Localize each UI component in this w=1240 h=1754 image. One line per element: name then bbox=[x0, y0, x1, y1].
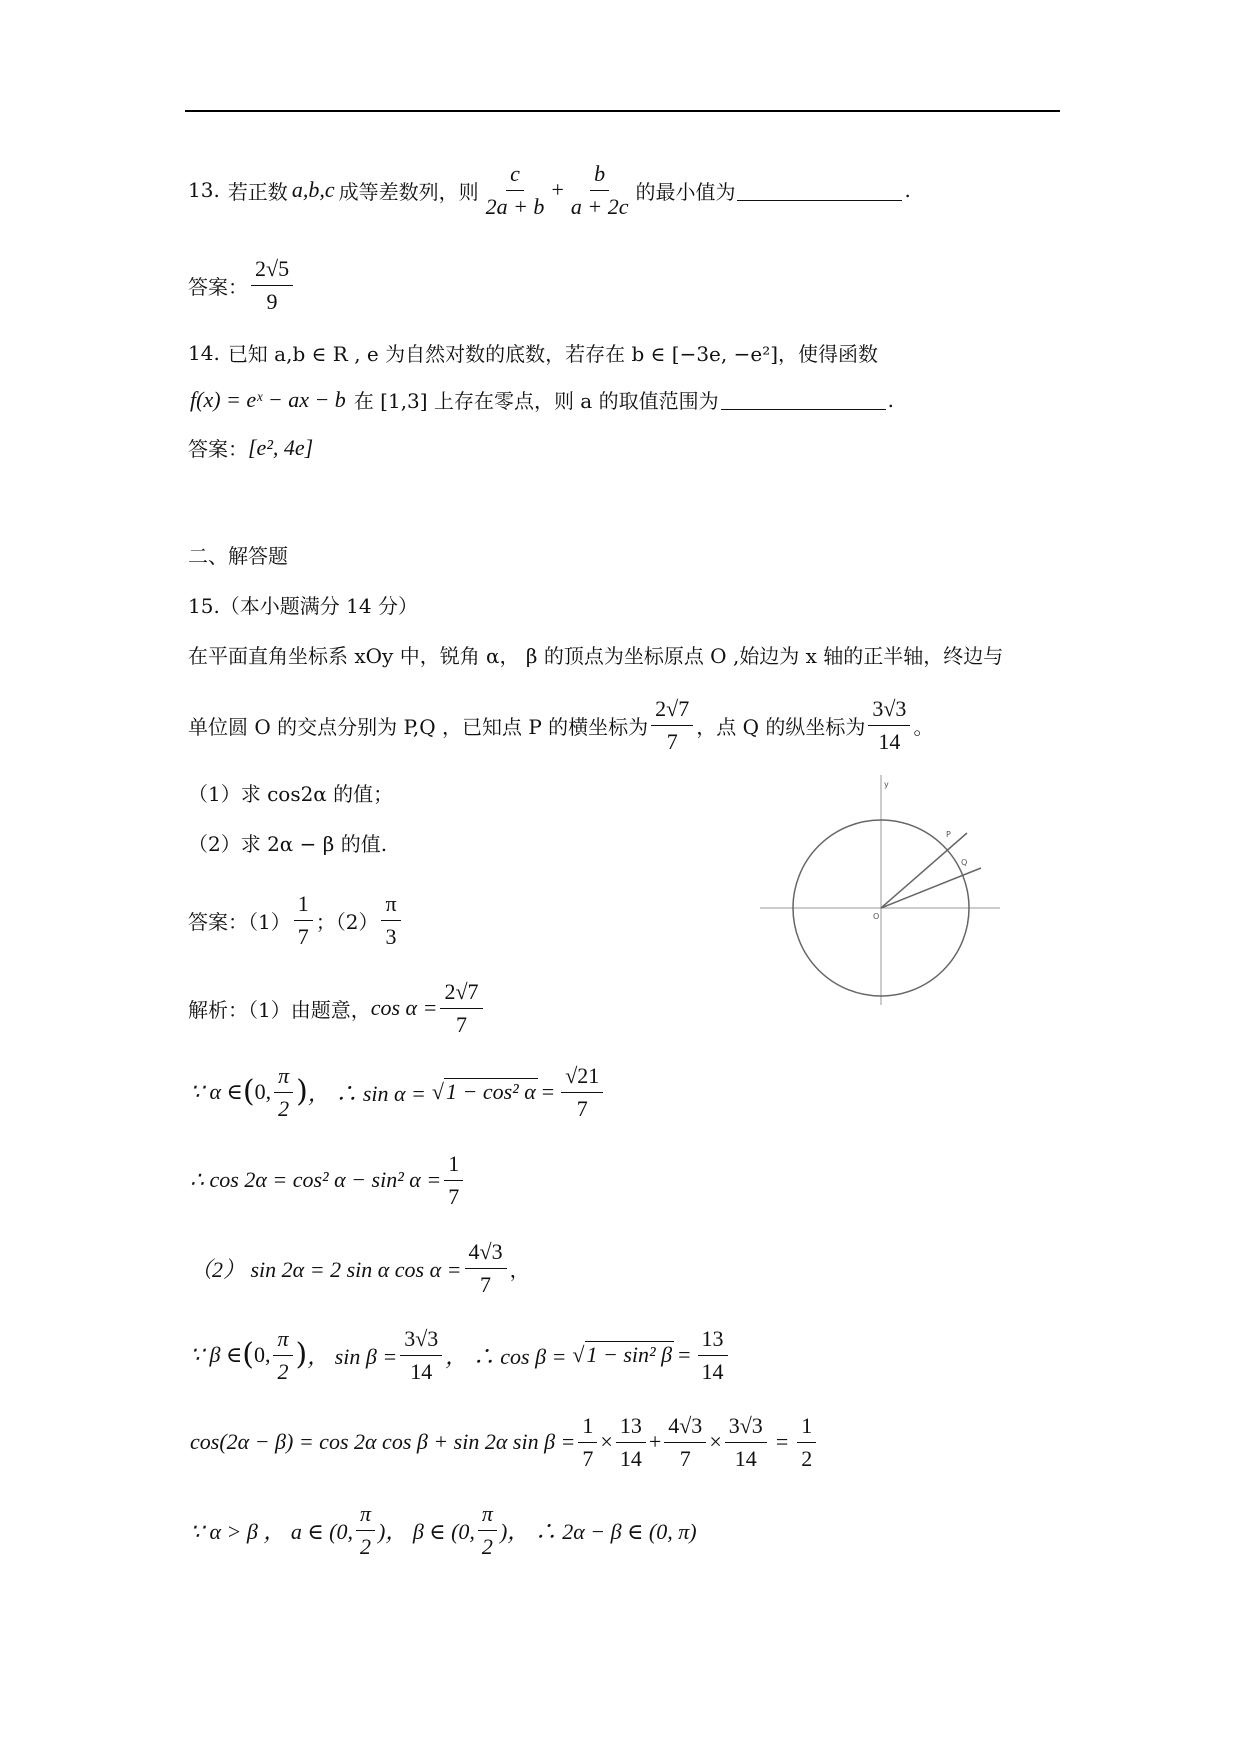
sol5-fraction-1: $\frac{3√3}{14}$ bbox=[400, 1325, 442, 1385]
q15-stem2-end: 。 bbox=[913, 714, 934, 739]
q13-plus: + bbox=[551, 177, 564, 202]
q13-answer-blank bbox=[737, 180, 902, 201]
q15-stem2-b: ，点 Q 的纵坐标为 bbox=[696, 714, 866, 739]
sol5-interval: 0, bbox=[253, 1342, 271, 1367]
sol5-eq: = bbox=[678, 1342, 691, 1367]
sol7-a: ∵ α > β ， a ∈ (0, bbox=[190, 1518, 353, 1544]
q15-stem-line1: 在平面直角坐标系 xOy 中，锐角 α， β 的顶点为坐标原点 O ,始边为 x 轴的正半轴，终边与 bbox=[188, 644, 1004, 668]
q15-answer1-fraction: $\frac{1}{7}$ bbox=[294, 890, 313, 950]
question-14 bbox=[188, 338, 878, 367]
unit-circle-figure bbox=[760, 775, 1000, 1005]
q15-answer2-fraction: $\frac{\pi}{3}$ bbox=[381, 890, 400, 950]
sol6-a: cos(2α − β) = cos 2α cos β + sin 2α sin β = bbox=[190, 1429, 576, 1454]
q15-part1: （1）求 cos2α 的值； bbox=[188, 782, 394, 806]
solution-line-6 bbox=[190, 1412, 819, 1472]
sol2-a: ∵ α ∈ bbox=[190, 1079, 243, 1104]
q13-ask: 的最小值为 bbox=[635, 179, 736, 204]
sol5-a: ∵ β ∈ bbox=[190, 1342, 243, 1367]
q13-answer-fraction: $\frac{2√5}{9}$ bbox=[251, 255, 293, 315]
q13-number: 13. bbox=[188, 178, 220, 202]
q14-line1: 已知 a,b ∈ R , e 为自然对数的底数，若存在 b ∈ [−3e, −e²]，使得函数 bbox=[227, 342, 879, 366]
sol6-frac-3: $\frac{4√3}{7}$ bbox=[664, 1412, 706, 1472]
q15-p-fraction: $\frac{2√7}{7}$ bbox=[651, 695, 693, 755]
q13-fraction-2: $\frac{b}{a + 2c}$ bbox=[570, 161, 629, 219]
solution-line-4 bbox=[190, 1238, 530, 1298]
sol6-frac-1: $\frac{1}{7}$ bbox=[578, 1412, 597, 1472]
sol7-frac-2: $\frac{\pi}{2}$ bbox=[478, 1500, 497, 1560]
q15-answer-label: 答案：（1） bbox=[188, 909, 291, 934]
q13-intro: 若正数 bbox=[227, 179, 288, 204]
q14-function: f(x) = eˣ − ax − b bbox=[190, 386, 346, 412]
solution-line-7 bbox=[190, 1500, 697, 1560]
sol5-b: ， sin β = bbox=[307, 1343, 398, 1369]
q14-number: 14. bbox=[188, 340, 220, 365]
sol6-frac-4: $\frac{3√3}{14}$ bbox=[725, 1412, 767, 1472]
sol2-interval-fraction: $\frac{\pi}{2}$ bbox=[274, 1062, 293, 1122]
sol1-fraction: $\frac{2√7}{7}$ bbox=[440, 978, 482, 1038]
q13-fraction-1: $\frac{c}{2a + b}$ bbox=[485, 161, 545, 219]
sol6-plus: + bbox=[648, 1429, 662, 1454]
sol4-end: ， bbox=[509, 1257, 530, 1282]
q15-stem-line2 bbox=[188, 695, 933, 755]
q-label: Q bbox=[961, 858, 968, 867]
sol1-expr: cos α = bbox=[370, 995, 438, 1020]
sol5-radical: √1 − sin² β bbox=[572, 1342, 673, 1367]
sol6-frac-5: $\frac{1}{2}$ bbox=[797, 1412, 816, 1472]
sol2-fraction: $\frac{√21}{7}$ bbox=[561, 1062, 603, 1122]
q15-answer-mid: ；（2） bbox=[315, 909, 379, 934]
sol3-a: ∴ cos 2α = cos² α − sin² α = bbox=[190, 1167, 442, 1192]
header-rule bbox=[185, 110, 1060, 112]
sol5-fraction-2: $\frac{13}{14}$ bbox=[698, 1325, 728, 1385]
p-label: P bbox=[946, 830, 951, 839]
q14-answer bbox=[188, 433, 313, 462]
section-title: 二、解答题 bbox=[188, 544, 288, 568]
q14-condition: 在 [1,3] 上存在零点，则 a 的取值范围为 bbox=[353, 389, 719, 413]
q14-end: . bbox=[887, 387, 894, 412]
sol6-times-2: × bbox=[709, 1429, 722, 1454]
solution-line-2 bbox=[190, 1062, 606, 1122]
q13-end: . bbox=[904, 178, 911, 202]
y-label: y bbox=[884, 780, 889, 789]
q13-answer-label: 答案： bbox=[188, 274, 248, 299]
q15-answer bbox=[188, 890, 404, 950]
sol7-b: )， β ∈ (0, bbox=[378, 1518, 475, 1544]
sol2-interval: 0, bbox=[254, 1079, 272, 1104]
terminal-side-p bbox=[881, 833, 967, 908]
sol2-radical: √1 − cos² α bbox=[431, 1079, 536, 1104]
sol1-label: 解析：（1）由题意， bbox=[188, 997, 371, 1022]
q15-header: 15.（本小题满分 14 分） bbox=[188, 594, 418, 618]
sol2-paren-close: ) bbox=[296, 1074, 308, 1109]
q15-q-fraction: $\frac{3√3}{14}$ bbox=[868, 695, 910, 755]
sol2-paren-open: ( bbox=[242, 1074, 255, 1109]
q14-answer-value: [e², 4e] bbox=[248, 434, 314, 460]
origin-label: O bbox=[873, 912, 880, 921]
sol2-eq: = bbox=[541, 1079, 555, 1104]
question-13 bbox=[188, 160, 911, 220]
sol6-times-1: × bbox=[600, 1429, 613, 1454]
q14-line2 bbox=[190, 385, 894, 414]
q15-stem2-a: 单位圆 O 的交点分别为 P,Q ，已知点 P 的横坐标为 bbox=[188, 714, 649, 739]
q14-answer-blank bbox=[721, 389, 886, 410]
sol4-a: （2） sin 2α = 2 sin α cos α = bbox=[190, 1256, 462, 1282]
q13-answer bbox=[188, 255, 296, 315]
solution-line-1 bbox=[188, 978, 486, 1038]
solution-line-5 bbox=[190, 1325, 731, 1385]
q13-condition: 成等差数列，则 bbox=[338, 179, 479, 204]
sol4-fraction: $\frac{4√3}{7}$ bbox=[465, 1238, 507, 1298]
sol2-b: ， ∴ sin α = bbox=[307, 1080, 426, 1106]
sol5-c: ， ∴ cos β = bbox=[445, 1343, 567, 1369]
sol7-c: )， ∴ 2α − β ∈ (0, π) bbox=[499, 1518, 697, 1544]
sol5-paren-open: ( bbox=[242, 1337, 254, 1372]
sol6-frac-2: $\frac{13}{14}$ bbox=[616, 1412, 646, 1472]
q15-part2: （2）求 2α − β 的值. bbox=[188, 832, 388, 856]
sol7-frac-1: $\frac{\pi}{2}$ bbox=[356, 1500, 375, 1560]
sol5-paren-close: ) bbox=[295, 1337, 308, 1372]
sol5-interval-fraction: $\frac{\pi}{2}$ bbox=[273, 1325, 292, 1385]
q14-answer-label: 答案： bbox=[188, 437, 248, 461]
sol6-eq: = bbox=[775, 1429, 789, 1454]
sol3-fraction: $\frac{1}{7}$ bbox=[444, 1150, 463, 1210]
q13-vars: a,b,c bbox=[291, 177, 335, 202]
solution-line-3 bbox=[190, 1150, 466, 1210]
